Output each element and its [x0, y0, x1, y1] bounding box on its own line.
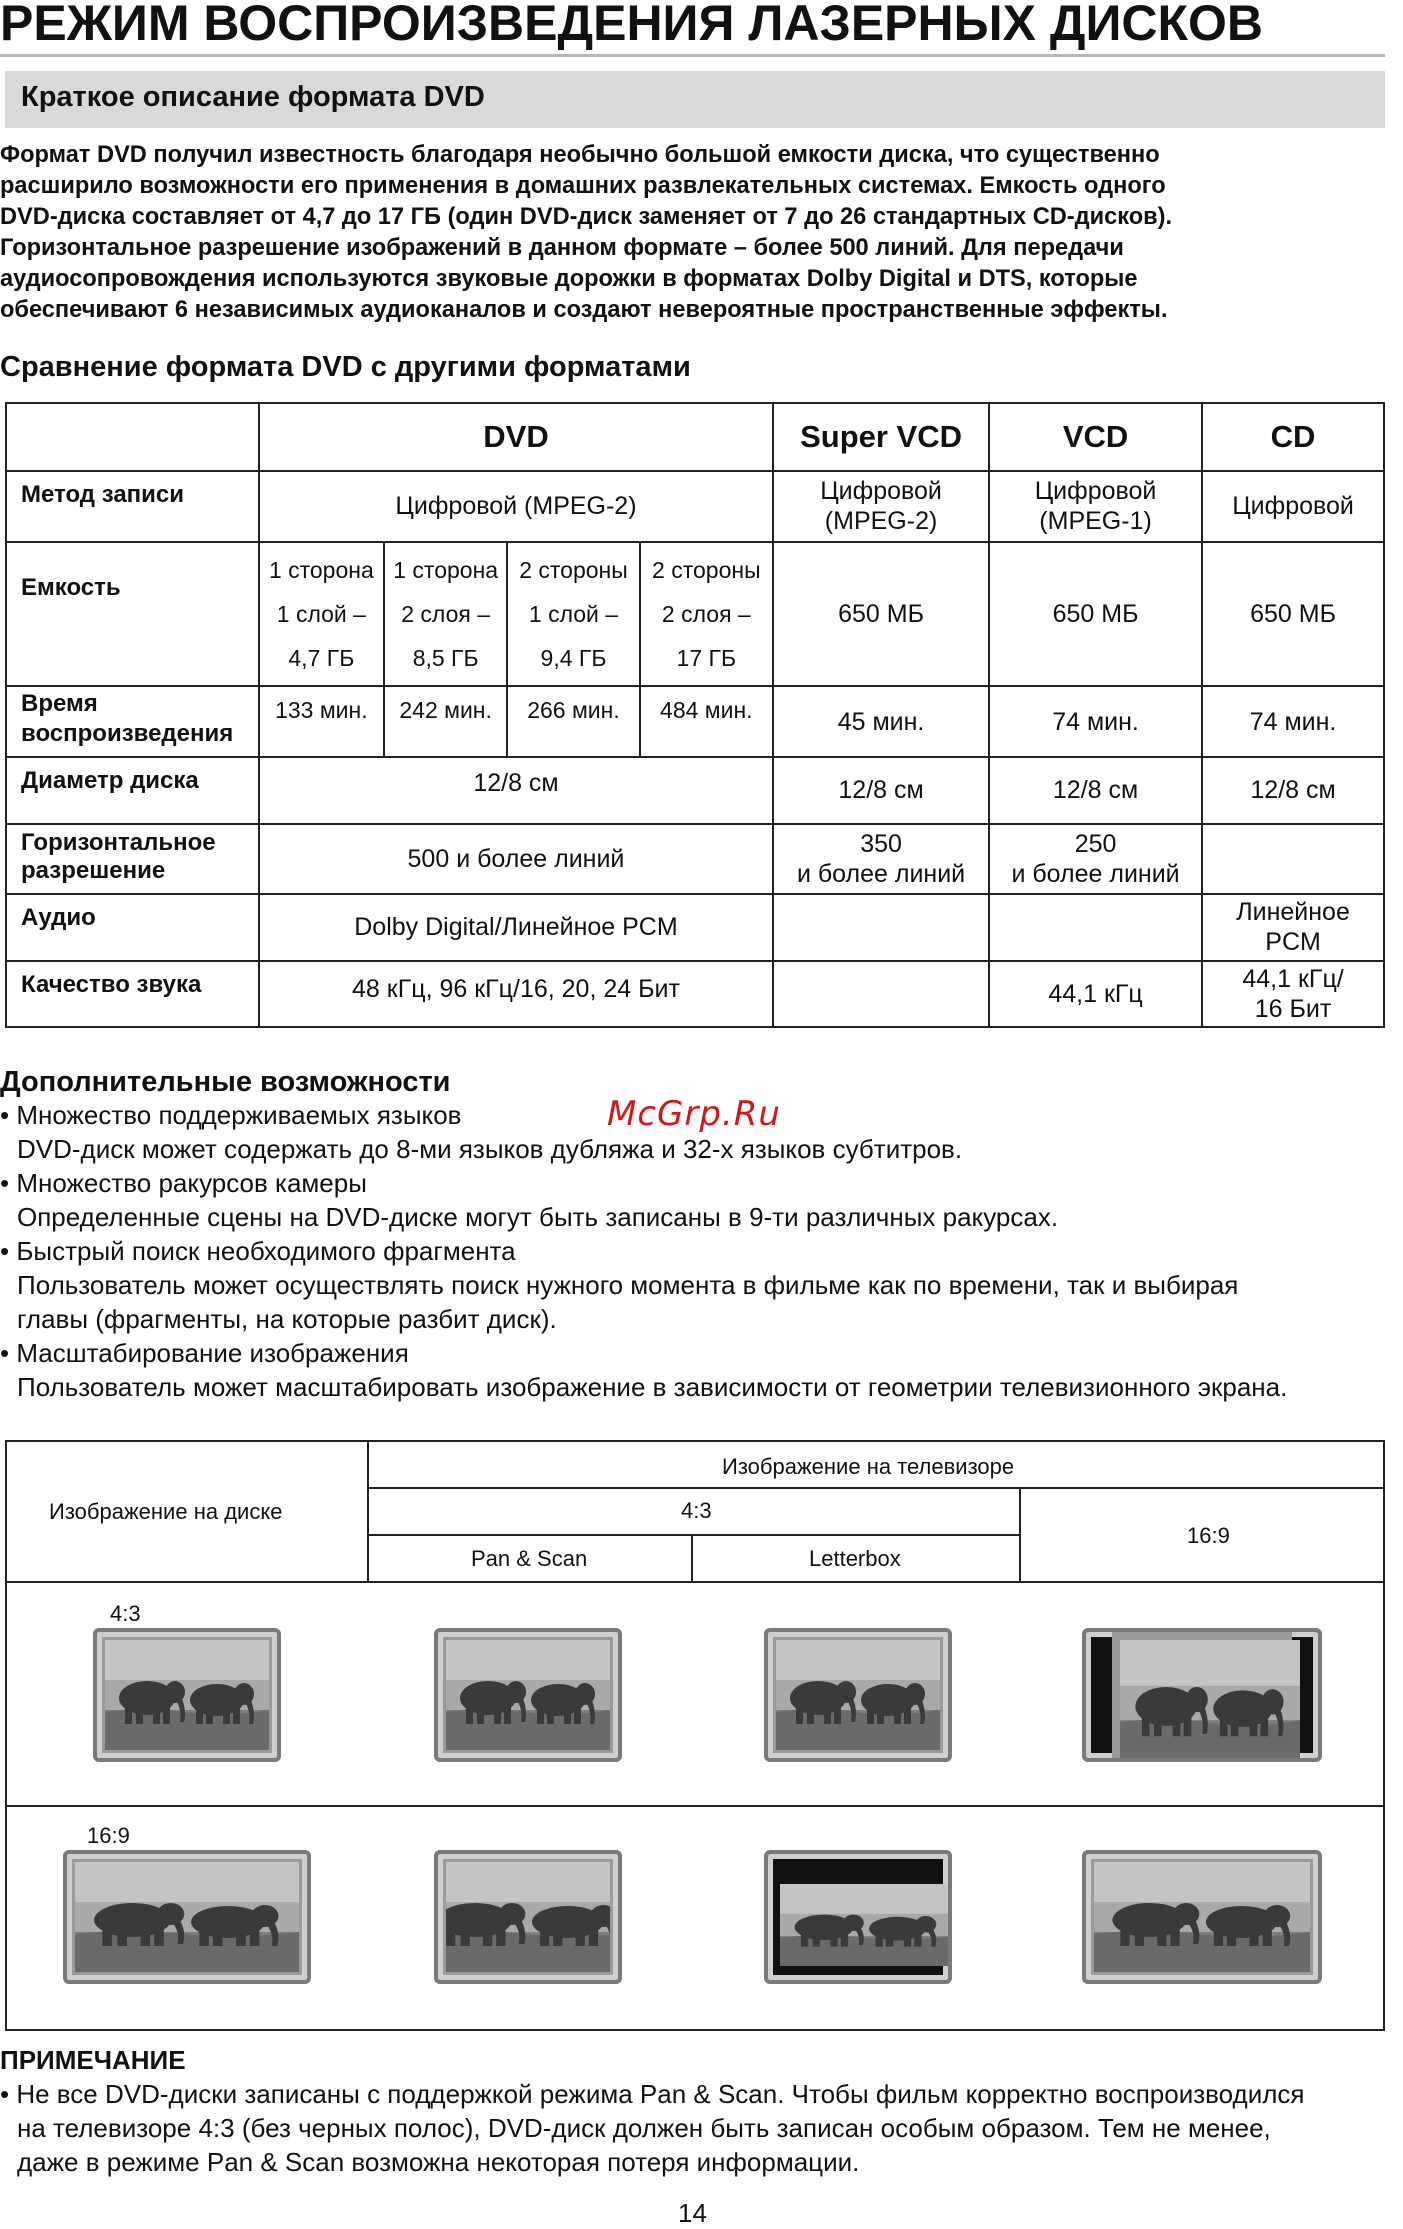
note-heading: ПРИМЕЧАНИЕ [0, 2045, 186, 2075]
disc-image-header: Изображение на диске [49, 1499, 283, 1524]
feature-desc: главы (фрагменты, на которые разбит диск). [17, 1304, 557, 1334]
cell-resolution-dvd: 500 и более линий [259, 824, 773, 894]
note-line: на телевизоре 4:3 (без черных полос), DVD-диск должен быть записан особым образом. Тем не менее, [17, 2113, 1271, 2143]
row-label-quality: Качество звука [6, 961, 259, 1027]
cell-time-dvd-4: 484 мин. [640, 686, 774, 756]
row-label-capacity: Емкость [6, 542, 259, 687]
elephant-image [105, 1640, 269, 1750]
row-label-method: Метод записи [6, 471, 259, 541]
row-169-label: 16:9 [87, 1823, 130, 1848]
comparison-table [5, 402, 1385, 1028]
intro-line: аудиосопровождения используются звуковые дорожки в форматах Dolby Digital и DTS, которые [0, 266, 1138, 292]
feature-item: • Множество ракурсов камеры [0, 1168, 367, 1198]
elephant-image [780, 1884, 952, 1966]
elephant-image [776, 1640, 940, 1750]
feature-item: • Масштабирование изображения [0, 1338, 409, 1368]
elephant-image [75, 1862, 299, 1972]
cell-method-dvd: Цифровой (MPEG-2) [259, 471, 773, 541]
note-line: даже в режиме Pan & Scan возможна некоторая потеря информации. [17, 2147, 860, 2177]
ratio-169-header: 16:9 [1187, 1523, 1230, 1548]
cell-capacity-vcd: 650 МБ [989, 542, 1202, 687]
features-heading: Дополнительные возможности [0, 1066, 451, 1098]
page-number: 14 [678, 2198, 707, 2228]
cell-capacity-dvd-2: 1 сторона 2 слоя – 8,5 ГБ [384, 542, 508, 687]
intro-line: Формат DVD получил известность благодаря необычно большой емкости диска, что существенно [0, 142, 1160, 168]
col-header-vcd: VCD [989, 403, 1202, 471]
cell-capacity-dvd-4: 2 стороны 2 слоя – 17 ГБ [640, 542, 774, 687]
tv-screen-disc-169 [63, 1850, 311, 1984]
tv-screen-wide-169 [1082, 1850, 1322, 1984]
letterbox-area [772, 1876, 944, 1958]
row-label-audio: Аудио [6, 894, 259, 960]
watermark: McGrp.Ru [607, 1094, 781, 1134]
intro-line: Горизонтальное разрешение изображений в данном формате – более 500 линий. Для передачи [0, 235, 1124, 261]
cell-resolution-cd [1202, 824, 1384, 894]
grid-line [1019, 1487, 1021, 1583]
cell-audio-vcd [989, 894, 1202, 960]
title-divider [0, 54, 1385, 57]
feature-desc: Пользователь может осуществлять поиск нужного момента в фильме как по времени, так и выбирая [17, 1270, 1239, 1300]
grid-line [691, 1534, 693, 1583]
row-label-diameter: Диаметр диска [6, 757, 259, 824]
aspect-ratio-table [5, 1440, 1385, 2031]
cell-diameter-vcd: 12/8 см [989, 757, 1202, 824]
cell-method-svcd: Цифровой (MPEG-2) [773, 471, 989, 541]
row-label-resolution: Горизонтальное разрешение [6, 824, 259, 894]
section-header [5, 71, 1385, 128]
feature-item: • Быстрый поиск необходимого фрагмента [0, 1236, 516, 1266]
note-text [0, 2077, 1400, 2179]
tv-screen-pan-scan-43 [434, 1628, 622, 1762]
row-43-label: 4:3 [110, 1601, 141, 1626]
grid-line [7, 1581, 1383, 1583]
elephant-image [446, 1862, 610, 1972]
grid-line [7, 1805, 1383, 1807]
cell-method-cd: Цифровой [1202, 471, 1384, 541]
cell-diameter-cd: 12/8 см [1202, 757, 1384, 824]
ratio-43-header: 4:3 [681, 1498, 712, 1523]
tv-image-header: Изображение на телевизоре [722, 1454, 1015, 1479]
col-header-cd: CD [1202, 403, 1384, 471]
intro-paragraph [0, 140, 1390, 326]
cell-quality-cd: 44,1 кГц/ 16 Бит [1202, 961, 1384, 1027]
cell-audio-dvd: Dolby Digital/Линейное PCM [259, 894, 773, 960]
cell-capacity-svcd: 650 МБ [773, 542, 989, 687]
pan-scan-header: Pan & Scan [471, 1546, 588, 1571]
elephant-image [1094, 1862, 1310, 1972]
note-line: • Не все DVD-диски записаны с поддержкой режима Pan & Scan. Чтобы фильм корректно воспроизводился [0, 2079, 1305, 2109]
grid-line [367, 1534, 1019, 1536]
page-title: РЕЖИМ ВОСПРОИЗВЕДЕНИЯ ЛАЗЕРНЫХ ДИСКОВ [0, 0, 1264, 51]
feature-desc: DVD-диск может содержать до 8-ми языков дубляжа и 32-х языков субтитров. [17, 1134, 963, 1164]
tv-screen-wide-43 [1082, 1628, 1322, 1762]
elephant-image [446, 1640, 610, 1750]
tv-screen-letterbox-169 [764, 1850, 952, 1984]
pillarbox-area [1112, 1632, 1292, 1758]
cell-time-dvd-3: 266 мин. [507, 686, 639, 756]
cell-capacity-dvd-3: 2 стороны 1 слой – 9,4 ГБ [507, 542, 639, 687]
intro-line: расширило возможности его применения в домашних развлекательных системах. Емкость одного [0, 173, 1166, 199]
empty-corner-cell [6, 403, 259, 471]
col-header-svcd: Super VCD [773, 403, 989, 471]
cell-time-svcd: 45 мин. [773, 686, 989, 756]
elephant-image [1120, 1640, 1300, 1762]
cell-time-dvd-2: 242 мин. [384, 686, 508, 756]
cell-capacity-cd: 650 МБ [1202, 542, 1384, 687]
cell-audio-cd: Линейное PCM [1202, 894, 1384, 960]
cell-resolution-svcd: 350 и более линий [773, 824, 989, 894]
feature-desc: Пользователь может масштабировать изображение в зависимости от геометрии телевизионного экрана. [17, 1372, 1288, 1402]
feature-item: • Множество поддерживаемых языков [0, 1100, 462, 1130]
cell-time-dvd-1: 133 мин. [259, 686, 384, 756]
cell-quality-svcd [773, 961, 989, 1027]
cell-resolution-vcd: 250 и более линий [989, 824, 1202, 894]
col-header-dvd: DVD [259, 403, 773, 471]
letterbox-header: Letterbox [809, 1546, 901, 1571]
intro-line: обеспечивают 6 независимых аудиоканалов и создают невероятные пространственные эффекты. [0, 297, 1168, 323]
cell-method-vcd: Цифровой (MPEG-1) [989, 471, 1202, 541]
cell-audio-svcd [773, 894, 989, 960]
cell-time-vcd: 74 мин. [989, 686, 1202, 756]
cell-quality-dvd: 48 кГц, 96 кГц/16, 20, 24 Бит [259, 961, 773, 1027]
intro-line: DVD-диска составляет от 4,7 до 17 ГБ (один DVD-диск заменяет от 7 до 26 стандартных CD-дисков). [0, 204, 1173, 230]
feature-desc: Определенные сцены на DVD-диске могут быть записаны в 9-ти различных ракурсах. [17, 1202, 1059, 1232]
features-list [0, 1098, 1395, 1404]
grid-line [367, 1442, 369, 1583]
cell-diameter-dvd: 12/8 см [259, 757, 773, 824]
cell-capacity-dvd-1: 1 сторона 1 слой – 4,7 ГБ [259, 542, 384, 687]
tv-screen-disc-43 [93, 1628, 281, 1762]
tv-screen-pan-scan-169 [434, 1850, 622, 1984]
grid-line [367, 1487, 1383, 1489]
cell-diameter-svcd: 12/8 см [773, 757, 989, 824]
section-title: Краткое описание формата DVD [21, 81, 485, 113]
row-label-time: Время воспроизведения [6, 686, 259, 756]
comparison-heading: Сравнение формата DVD с другими форматами [0, 351, 691, 383]
cell-quality-vcd: 44,1 кГц [989, 961, 1202, 1027]
cell-time-cd: 74 мин. [1202, 686, 1384, 756]
tv-screen-letterbox-43 [764, 1628, 952, 1762]
